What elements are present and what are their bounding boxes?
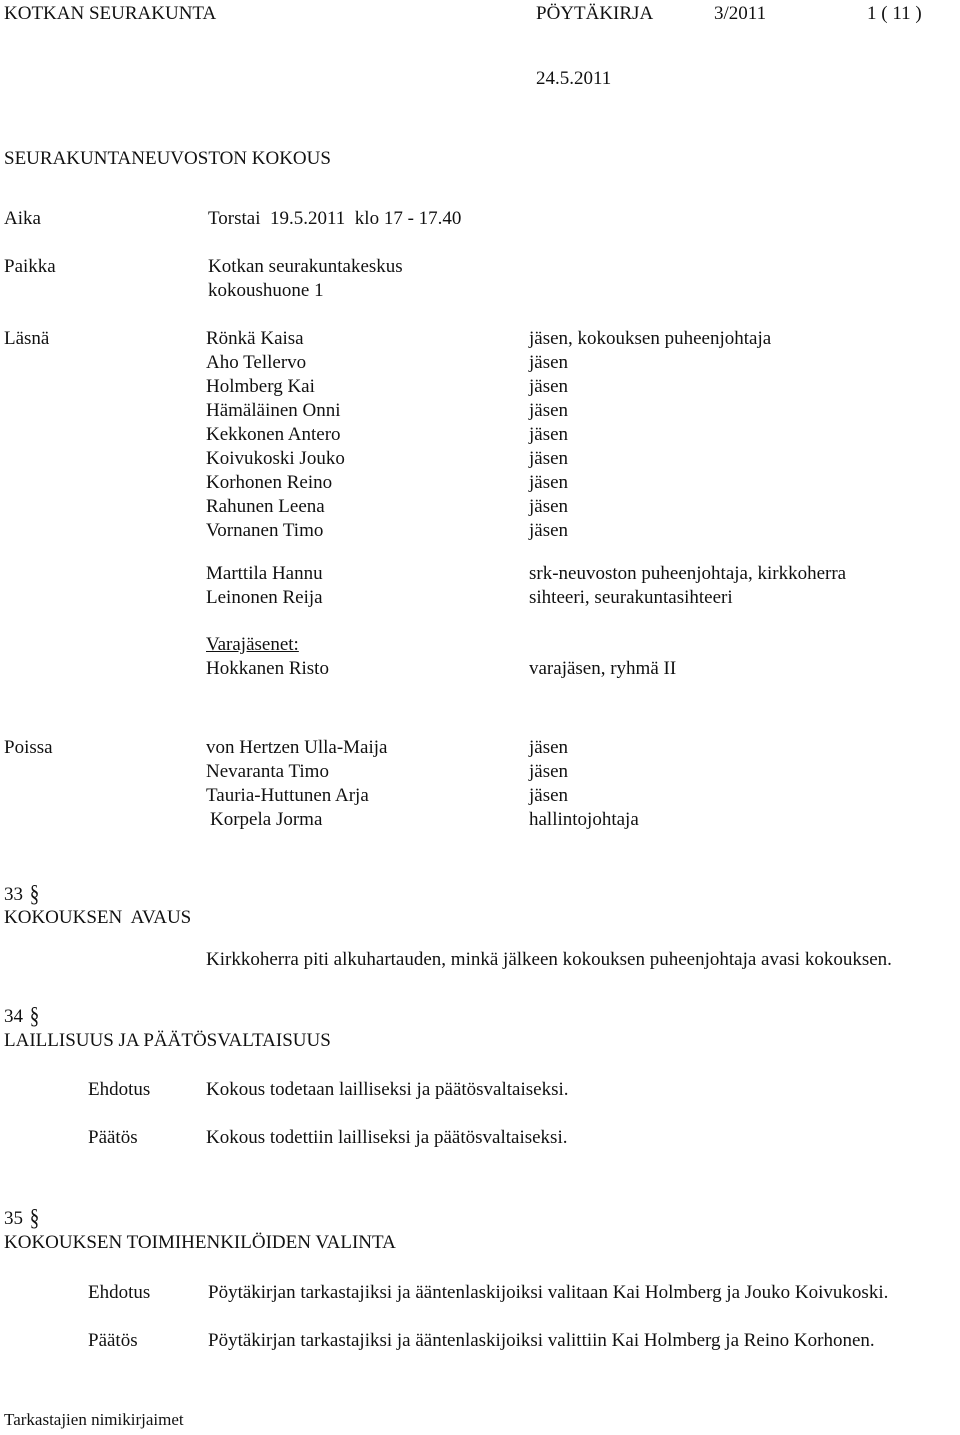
deputy-role: varajäsen, ryhmä II <box>529 658 677 679</box>
absent-name: Korpela Jorma <box>210 809 323 830</box>
proposal-text: Pöytäkirjan tarkastajiksi ja ääntenlaskijoiksi valitaan Kai Holmberg ja Jouko Koivukoski. <box>208 1282 889 1303</box>
absent-name: Nevaranta Timo <box>206 761 329 782</box>
section-number: 33 <box>4 884 23 905</box>
page-info: 1 ( 11 ) <box>867 3 922 24</box>
absent-role: jäsen <box>529 737 569 758</box>
member-name: Koivukoski Jouko <box>206 448 345 469</box>
member-name: Rahunen Leena <box>206 496 325 517</box>
meeting-title: SEURAKUNTANEUVOSTON KOKOUS <box>4 148 331 169</box>
document-type: PÖYTÄKIRJA <box>536 3 654 24</box>
member-role: jäsen <box>529 472 569 493</box>
document-number: 3/2011 <box>714 3 767 24</box>
section-heading-33 <box>4 883 39 907</box>
time-value: Torstai 19.5.2011 klo 17 - 17.40 <box>208 208 462 229</box>
section-text: Kirkkoherra piti alkuhartauden, minkä jälkeen kokouksen puheenjohtaja avasi kokouksen. <box>206 949 892 970</box>
decision-text: Kokous todettiin lailliseksi ja päätösvaltaiseksi. <box>206 1127 568 1148</box>
member-role: jäsen <box>529 520 569 541</box>
member-role: jäsen <box>529 352 569 373</box>
present-label: Läsnä <box>4 328 50 349</box>
member-name: Aho Tellervo <box>206 352 307 373</box>
absent-label: Poissa <box>4 737 53 758</box>
absent-role: hallintojohtaja <box>529 809 639 830</box>
deputies-label: Varajäsenet: <box>206 634 299 655</box>
member-name: Rönkä Kaisa <box>206 328 304 349</box>
deputy-name: Hokkanen Risto <box>206 658 329 679</box>
section-title: KOKOUKSEN TOIMIHENKILÖIDEN VALINTA <box>4 1232 396 1253</box>
place-line-2: kokoushuone 1 <box>208 280 324 301</box>
absent-role: jäsen <box>529 785 569 806</box>
member-name: Holmberg Kai <box>206 376 315 397</box>
decision-text: Pöytäkirjan tarkastajiksi ja ääntenlaskijoiksi valittiin Kai Holmberg ja Reino Korhonen. <box>208 1330 875 1351</box>
decision-label: Päätös <box>88 1127 138 1148</box>
member-name: Kekkonen Antero <box>206 424 341 445</box>
proposal-label: Ehdotus <box>88 1079 151 1100</box>
attendee-role: srk-neuvoston puheenjohtaja, kirkkoherra <box>529 563 847 584</box>
section-number: 34 <box>4 1006 23 1027</box>
section-title: KOKOUKSEN AVAUS <box>4 907 192 928</box>
member-role: jäsen, kokouksen puheenjohtaja <box>529 328 772 349</box>
member-role: jäsen <box>529 448 569 469</box>
absent-name: Tauria-Huttunen Arja <box>206 785 369 806</box>
absent-name: von Hertzen Ulla-Maija <box>206 737 388 758</box>
section-heading-35 <box>4 1207 39 1231</box>
section-number: 35 <box>4 1208 23 1229</box>
proposal-label: Ehdotus <box>88 1282 151 1303</box>
absent-role: jäsen <box>529 761 569 782</box>
document-date: 24.5.2011 <box>536 68 612 89</box>
place-line-1: Kotkan seurakuntakeskus <box>208 256 403 277</box>
section-heading-34 <box>4 1005 39 1029</box>
signature-label: Tarkastajien nimikirjaimet <box>4 1410 184 1429</box>
attendee-role: sihteeri, seurakuntasihteeri <box>529 587 733 608</box>
member-name: Vornanen Timo <box>206 520 324 541</box>
attendee-name: Leinonen Reija <box>206 587 323 608</box>
section-sign-icon: § <box>29 1205 40 1232</box>
member-name: Hämäläinen Onni <box>206 400 341 421</box>
section-sign-icon: § <box>29 1003 40 1030</box>
member-role: jäsen <box>529 376 569 397</box>
section-sign-icon: § <box>29 881 40 908</box>
member-role: jäsen <box>529 424 569 445</box>
proposal-text: Kokous todetaan lailliseksi ja päätösvaltaiseksi. <box>206 1079 569 1100</box>
decision-label: Päätös <box>88 1330 138 1351</box>
member-name: Korhonen Reino <box>206 472 333 493</box>
member-role: jäsen <box>529 400 569 421</box>
section-title: LAILLISUUS JA PÄÄTÖSVALTAISUUS <box>4 1030 331 1051</box>
organization-name: KOTKAN SEURAKUNTA <box>4 3 217 24</box>
place-label: Paikka <box>4 256 56 277</box>
time-label: Aika <box>4 208 41 229</box>
attendee-name: Marttila Hannu <box>206 563 323 584</box>
member-role: jäsen <box>529 496 569 517</box>
